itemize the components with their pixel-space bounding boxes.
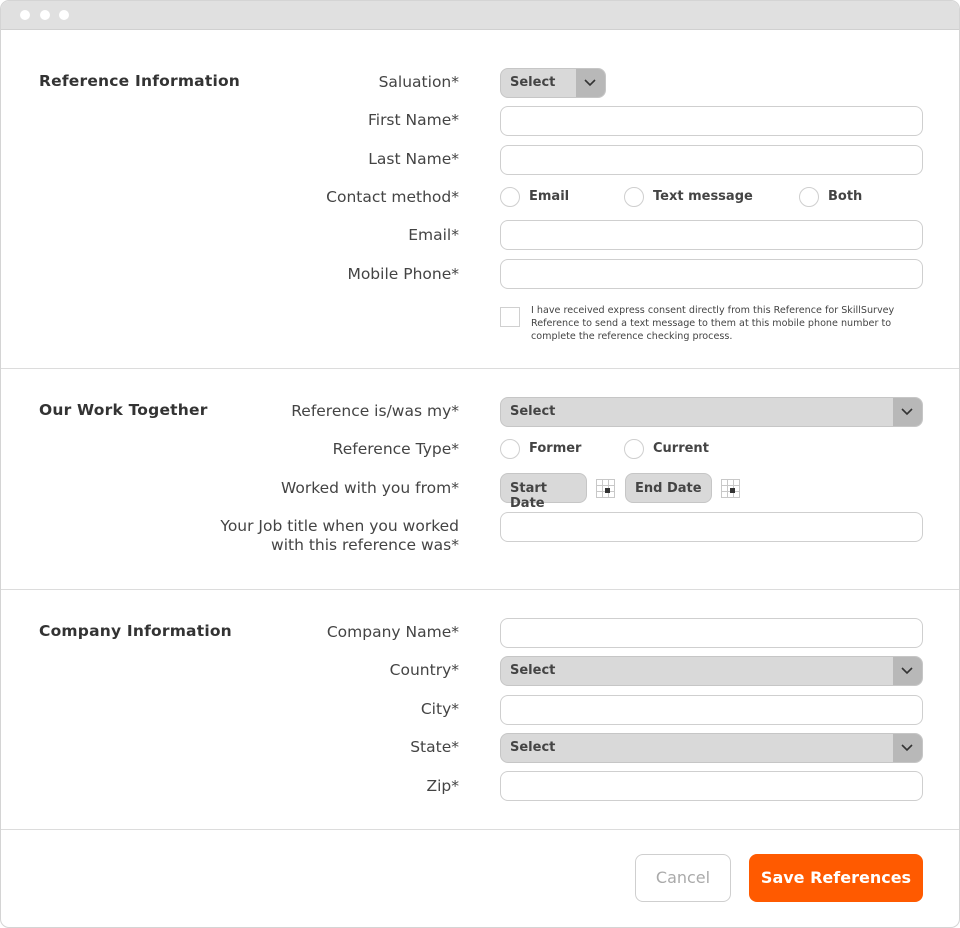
window-dot-icon: [59, 10, 69, 20]
section-title-work: Our Work Together: [39, 401, 208, 419]
company-name-label: Company Name*: [326, 623, 459, 641]
radio-circle[interactable]: [500, 439, 520, 459]
relationship-select-value: Select: [510, 404, 556, 419]
state-select[interactable]: [500, 733, 923, 763]
reference-type-option-label: Current: [653, 441, 709, 456]
calendar-icon[interactable]: [721, 479, 740, 498]
section-title-company: Company Information: [39, 622, 232, 640]
city-field[interactable]: [500, 695, 923, 725]
job-title-field[interactable]: [500, 512, 923, 542]
city-label: City*: [420, 700, 459, 718]
section-divider: [1, 368, 960, 369]
window-dot-icon: [40, 10, 50, 20]
consent-checkbox[interactable]: [500, 307, 520, 327]
last-name-label: Last Name*: [368, 150, 459, 168]
email-label: Email*: [408, 226, 459, 244]
contact-method-option-label: Text message: [653, 189, 753, 204]
relationship-label: Reference is/was my*: [291, 402, 459, 420]
chevron-down-icon[interactable]: [893, 734, 922, 762]
window-dot-icon: [20, 10, 30, 20]
zip-field[interactable]: [500, 771, 923, 801]
section-divider: [1, 829, 960, 830]
chevron-down-icon[interactable]: [893, 398, 922, 426]
salutation-label: Saluation*: [378, 73, 459, 91]
mobile-phone-label: Mobile Phone*: [347, 265, 459, 283]
radio-circle[interactable]: [624, 187, 644, 207]
state-label: State*: [410, 738, 459, 756]
relationship-select[interactable]: [500, 397, 923, 427]
last-name-field[interactable]: [500, 145, 923, 175]
salutation-select[interactable]: [500, 68, 606, 98]
radio-circle[interactable]: [500, 187, 520, 207]
company-name-field[interactable]: [500, 618, 923, 648]
end-date-field[interactable]: End Date: [625, 473, 712, 503]
first-name-label: First Name*: [367, 111, 459, 129]
cancel-button[interactable]: Cancel: [635, 854, 731, 902]
state-select-value: Select: [510, 740, 556, 755]
first-name-field[interactable]: [500, 106, 923, 136]
reference-type-label: Reference Type*: [332, 440, 459, 458]
job-title-label-line2: with this reference was*: [271, 536, 459, 554]
section-divider: [1, 589, 960, 590]
radio-circle[interactable]: [624, 439, 644, 459]
country-label: Country*: [389, 661, 459, 679]
chevron-down-icon[interactable]: [893, 657, 922, 685]
contact-method-option-label: Both: [828, 189, 863, 204]
reference-type-radio-group: [500, 439, 760, 461]
contact-method-option-label: Email: [529, 189, 570, 204]
job-title-label-line1: Your Job title when you worked: [220, 517, 459, 535]
worked-from-label: Worked with you from*: [280, 479, 459, 497]
contact-method-radio-group: [500, 187, 923, 209]
window-titlebar: [1, 1, 959, 30]
zip-label: Zip*: [426, 777, 459, 795]
country-select-value: Select: [510, 663, 556, 678]
chevron-down-icon[interactable]: [576, 69, 605, 97]
contact-method-label: Contact method*: [326, 188, 459, 206]
country-select[interactable]: [500, 656, 923, 686]
calendar-icon[interactable]: [596, 479, 615, 498]
consent-text: I have received express consent directly from this Reference for SkillSurvey Reference to send a text message to them at this mobile phone number to complete the reference checking process.: [531, 305, 895, 342]
reference-type-option-label: Former: [529, 441, 582, 456]
save-references-button[interactable]: Save References: [749, 854, 923, 902]
start-date-field[interactable]: Start Date: [500, 473, 587, 503]
radio-circle[interactable]: [799, 187, 819, 207]
mobile-phone-field[interactable]: [500, 259, 923, 289]
email-field[interactable]: [500, 220, 923, 250]
salutation-select-value: Select: [510, 75, 556, 90]
section-title-reference: Reference Information: [39, 72, 241, 90]
